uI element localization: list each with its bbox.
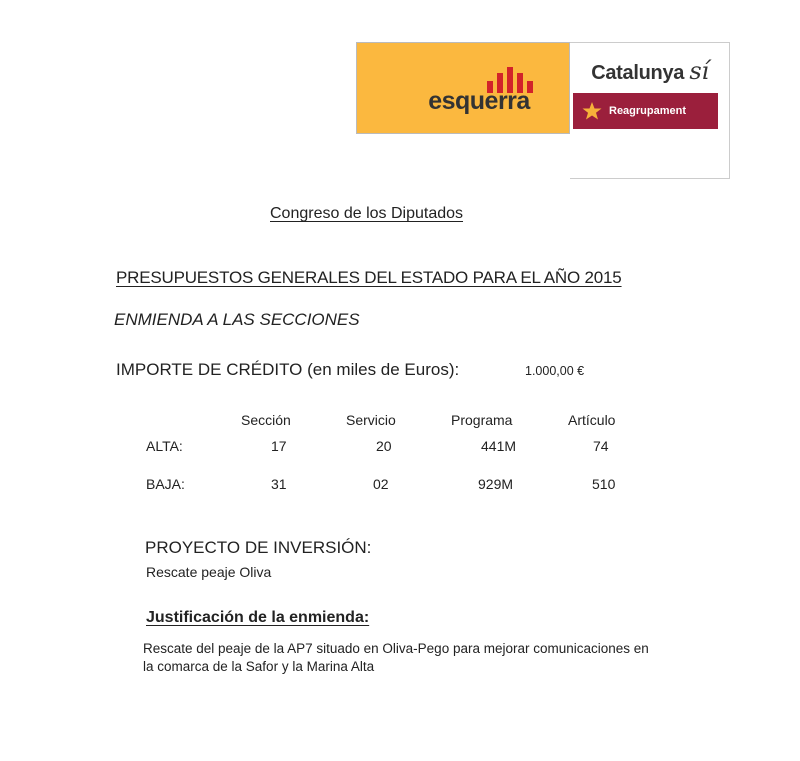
justification-line: Rescate del peaje de la AP7 situado en Oliva-Pego para mejorar comunicaciones en [143, 641, 649, 656]
institution-title: Congreso de los Diputados [270, 205, 464, 222]
catalunya-wordmark: Catalunya [591, 62, 685, 84]
justification-heading: Justificación de la enmienda: [146, 609, 370, 626]
cell-articulo: 510 [592, 476, 616, 492]
cell-programa: 441M [481, 438, 517, 454]
cell-servicio: 02 [373, 476, 389, 492]
document-title: PRESUPUESTOS GENERALES DEL ESTADO PARA EL AÑO 2015 [116, 268, 622, 287]
cell-seccion: 31 [271, 476, 287, 492]
row-label-alta: ALTA: [146, 438, 183, 454]
cell-programa: 929M [478, 476, 514, 492]
justification-line: la comarca de la Safor y la Marina Alta [143, 659, 375, 674]
reagrupament-logo [573, 93, 718, 129]
reagrupament-label: Reagrupament [609, 105, 687, 117]
header-programa: Programa [451, 412, 513, 428]
project-value: Rescate peaje Oliva [146, 564, 272, 580]
si-wordmark: sí [689, 57, 709, 85]
party-logos [356, 42, 731, 180]
credit-label: IMPORTE DE CRÉDITO (en miles de Euros): [116, 360, 460, 379]
header-articulo: Artículo [568, 412, 616, 428]
credit-value: 1.000,00 € [525, 364, 585, 378]
esquerra-logo [356, 42, 570, 134]
cell-articulo: 74 [593, 438, 609, 454]
esquerra-wordmark: esquerra [428, 87, 530, 115]
project-heading: PROYECTO DE INVERSIÓN: [145, 538, 372, 557]
catalunya-si-logo [570, 42, 730, 179]
header-servicio: Servicio [346, 412, 396, 428]
header-seccion: Sección [241, 412, 291, 428]
cell-servicio: 20 [376, 438, 392, 454]
document-subtitle: ENMIENDA A LAS SECCIONES [114, 310, 360, 329]
star-icon [579, 101, 605, 121]
justification-text [143, 640, 723, 676]
row-label-baja: BAJA: [146, 476, 185, 492]
cell-seccion: 17 [271, 438, 287, 454]
